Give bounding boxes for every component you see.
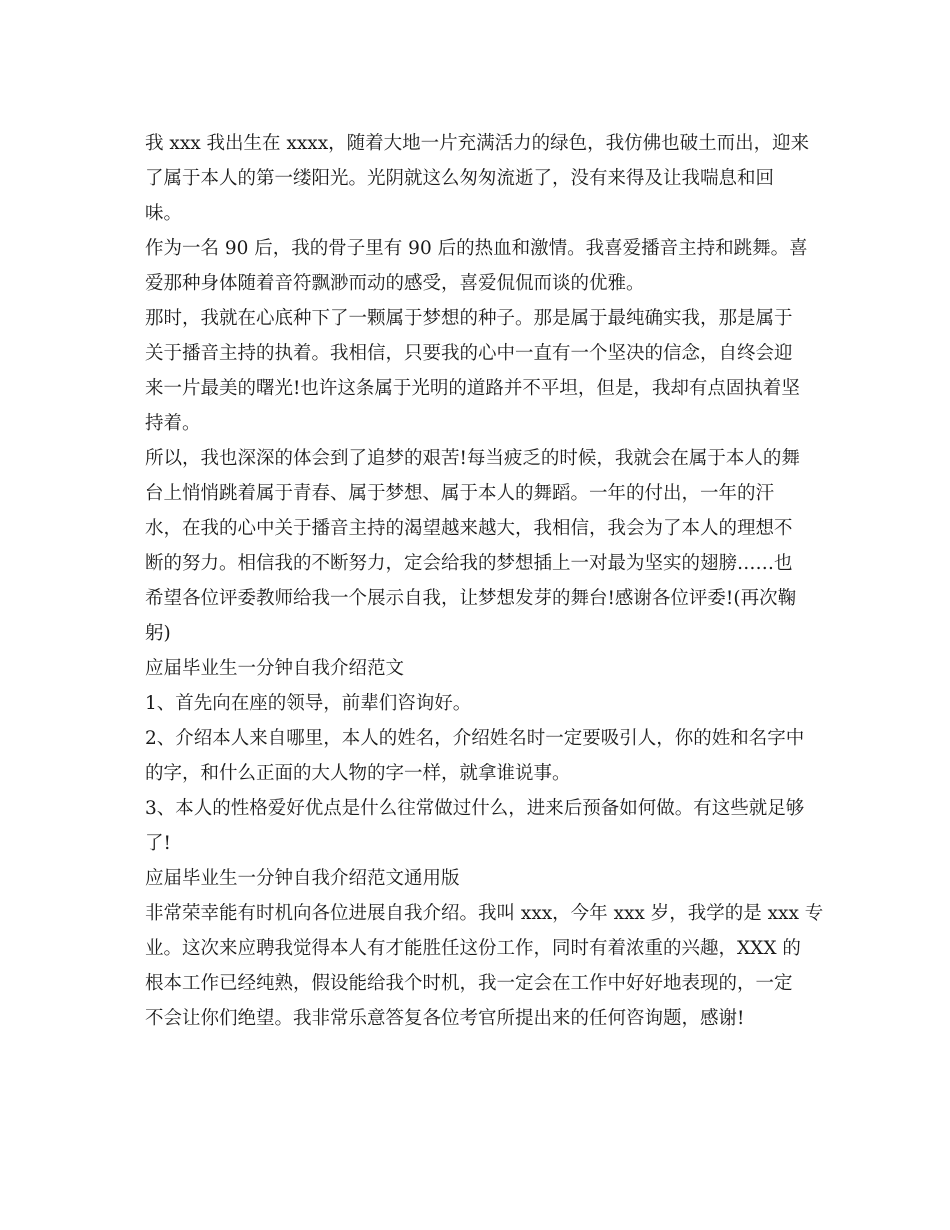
text-line: 所以，我也深深的体会到了追梦的艰苦!每当疲乏的时候，我就会在属于本人的舞 xyxy=(145,448,800,469)
text-line: 台上悄悄跳着属于青春、属于梦想、属于本人的舞蹈。一年的付出，一年的汗 xyxy=(145,483,775,504)
list-item: 3、本人的性格爱好优点是什么往常做过什么，进来后预备如何做。有这些就足够 xyxy=(145,798,805,819)
section-heading: 应届毕业生一分钟自我介绍范文 xyxy=(145,658,405,679)
text-line: 我 xxx 我出生在 xxxx，随着大地一片充满活力的绿色，我仿佛也破土而出，迎来 xyxy=(145,133,810,154)
list-item: 2、介绍本人来自哪里，本人的姓名，介绍姓名时一定要吸引人，你的姓和名字中 xyxy=(145,728,805,749)
text-line: 了属于本人的第一缕阳光。光阴就这么匆匆流逝了，没有来得及让我喘息和回 xyxy=(145,168,775,189)
text-line: 了! xyxy=(145,833,171,854)
text-line: 的字，和什么正面的大人物的字一样，就拿谁说事。 xyxy=(145,763,571,784)
text-line: 根本工作已经纯熟，假设能给我个时机，我一定会在工作中好好地表现的，一定 xyxy=(145,973,793,994)
text-line: 躬) xyxy=(145,623,171,644)
text-line: 非常荣幸能有时机向各位进展自我介绍。我叫 xxx，今年 xxx 岁，我学的是 xxx 专 xyxy=(145,903,824,924)
text-line: 作为一名 90 后，我的骨子里有 90 后的热血和激情。我喜爱播音主持和跳舞。喜 xyxy=(145,238,808,259)
text-line: 水，在我的心中关于播音主持的渴望越来越大，我相信，我会为了本人的理想不 xyxy=(145,518,793,539)
document-body xyxy=(145,126,824,1036)
text-line: 味。 xyxy=(145,203,183,224)
text-line: 关于播音主持的执着。我相信，只要我的心中一直有一个坚决的信念，自终会迎 xyxy=(145,343,793,364)
section-heading: 应届毕业生一分钟自我介绍范文通用版 xyxy=(145,868,460,889)
list-item: 1、首先向在座的领导，前辈们咨询好。 xyxy=(145,693,472,714)
text-line: 持着。 xyxy=(145,413,201,434)
text-line: 爱那种身体随着音符飘渺而动的感受，喜爱侃侃而谈的优雅。 xyxy=(145,273,645,294)
text-line: 那时，我就在心底种下了一颗属于梦想的种子。那是属于最纯确实我，那是属于 xyxy=(145,308,793,329)
text-line: 业。这次来应聘我觉得本人有才能胜任这份工作，同时有着浓重的兴趣，XXX 的 xyxy=(145,938,801,959)
text-line: 希望各位评委教师给我一个展示自我，让梦想发芽的舞台!感谢各位评委!(再次鞠 xyxy=(145,588,797,609)
text-line: 断的努力。相信我的不断努力，定会给我的梦想插上一对最为坚实的翅膀……也 xyxy=(145,553,793,574)
text-line: 来一片最美的曙光!也许这条属于光明的道路并不平坦，但是，我却有点固执着坚 xyxy=(145,378,800,399)
text-line: 不会让你们绝望。我非常乐意答复各位考官所提出来的任何咨询题，感谢! xyxy=(145,1008,745,1029)
